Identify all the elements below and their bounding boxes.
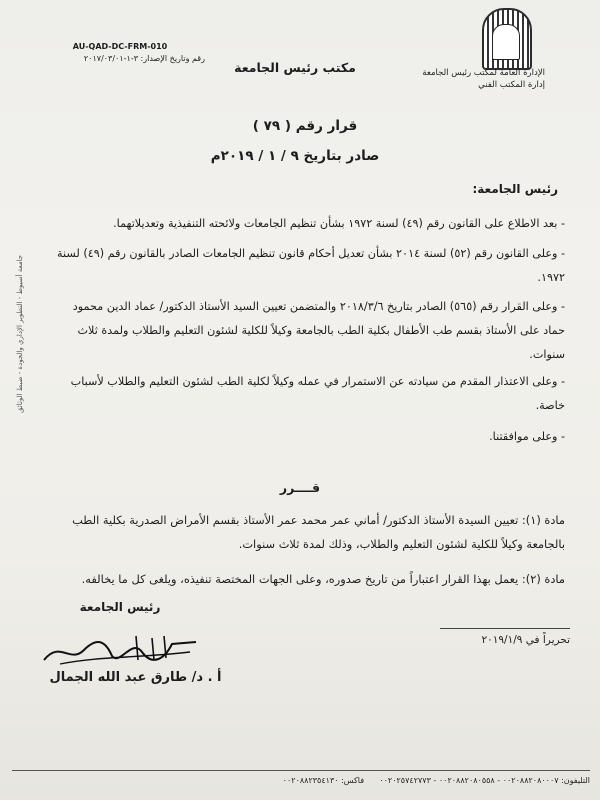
signer-name: أ . د/ طارق عبد الله الجمال bbox=[49, 670, 222, 685]
addressee-heading: رئيس الجامعة: bbox=[472, 182, 558, 196]
signature-title: رئيس الجامعة bbox=[79, 600, 161, 614]
article-item: مادة (٢): يعمل بهذا القرار اعتباراً من تاريخ صدوره، وعلى الجهات المختصة تنفيذه، ويلغى كل ما يخالفه. bbox=[81, 572, 565, 586]
footer-fax: فاكس: ٠٠٢٠٨٨٢٣٥٤١٣٠ bbox=[282, 776, 365, 785]
written-on-date: تحريراً في ٢٠١٩/١/٩ bbox=[481, 634, 570, 646]
office-title: مكتب رئيس الجامعة bbox=[234, 60, 356, 75]
decided-heading: قــــرر bbox=[279, 480, 321, 495]
preamble-item: - وعلى القانون رقم (٥٢) لسنة ٢٠١٤ بشأن تعديل أحكام قانون تنظيم الجامعات الصادر بالقانون رقم (٤٩) لسنة ١٩٧٢. bbox=[57, 247, 565, 284]
decision-title: قرار رقم ( ٧٩ ) bbox=[252, 118, 358, 134]
footer-phones: التليفون: ٠٠٢٠٨٨٢٠٨٠٠٠٧ - ٠٠٢٠٨٨٢٠٨٠٥٥٨ - ٠٠٢٠٢٥٧٤٢٧٧٣ bbox=[379, 776, 590, 785]
footer bbox=[12, 776, 590, 785]
preamble-item: - وعلى الاعتذار المقدم من سيادته عن الاستمرار في عمله وكيلاً لكلية الطب لشئون التعليم والطلاب لأسباب خاصة. bbox=[70, 375, 565, 412]
preamble-item: - وعلى موافقتنا. bbox=[489, 430, 565, 443]
form-code: AU-QAD-DC-FRM-010 bbox=[72, 42, 168, 51]
university-logo-icon bbox=[482, 8, 532, 70]
footer-divider bbox=[12, 770, 590, 771]
org-line-1: الإدارة العامة لمكتب رئيس الجامعة bbox=[422, 68, 545, 78]
issue-line: رقم وتاريخ الإصدار: ٣-١-٢٠١٧/٠٣/٠١ bbox=[83, 54, 205, 63]
divider bbox=[440, 628, 570, 629]
issue-date: صادر بتاريخ ٩ / ١ / ٢٠١٩م bbox=[210, 148, 380, 164]
preamble-item: - وعلى القرار رقم (٥٦٥) الصادر بتاريخ ٢٠١٨/٣/٦ والمتضمن تعيين السيد الأستاذ الدكتور/ عماد الدين محمود حماد على الأستاذ بقسم طب الأطفال بكلية الطب بالجامعة وكيلاً للكلية لشئون التعليم والطلاب ولمدة ثلاث سنوات. bbox=[72, 300, 565, 361]
org-line-2: إدارة المكتب الفني bbox=[478, 80, 545, 90]
article-item: مادة (١): تعيين السيدة الأستاذ الدكتور/ أماني عمر محمد عمر الأستاذ بقسم الأمراض الصدرية بكلية الطب بالجامعة وكيلاً للكلية لشئون التعليم والطلاب، وذلك لمدة ثلاث سنوات. bbox=[72, 513, 565, 551]
sidebar-note: جامعة أسيوط - التطوير الإداري والجودة - ضبط الوثائق bbox=[16, 254, 24, 414]
handwritten-signature-icon bbox=[40, 630, 200, 670]
preamble-item: - بعد الاطلاع على القانون رقم (٤٩) لسنة ١٩٧٢ بشأن تنظيم الجامعات ولائحته التنفيذية وتعديلاتهما. bbox=[113, 217, 565, 230]
